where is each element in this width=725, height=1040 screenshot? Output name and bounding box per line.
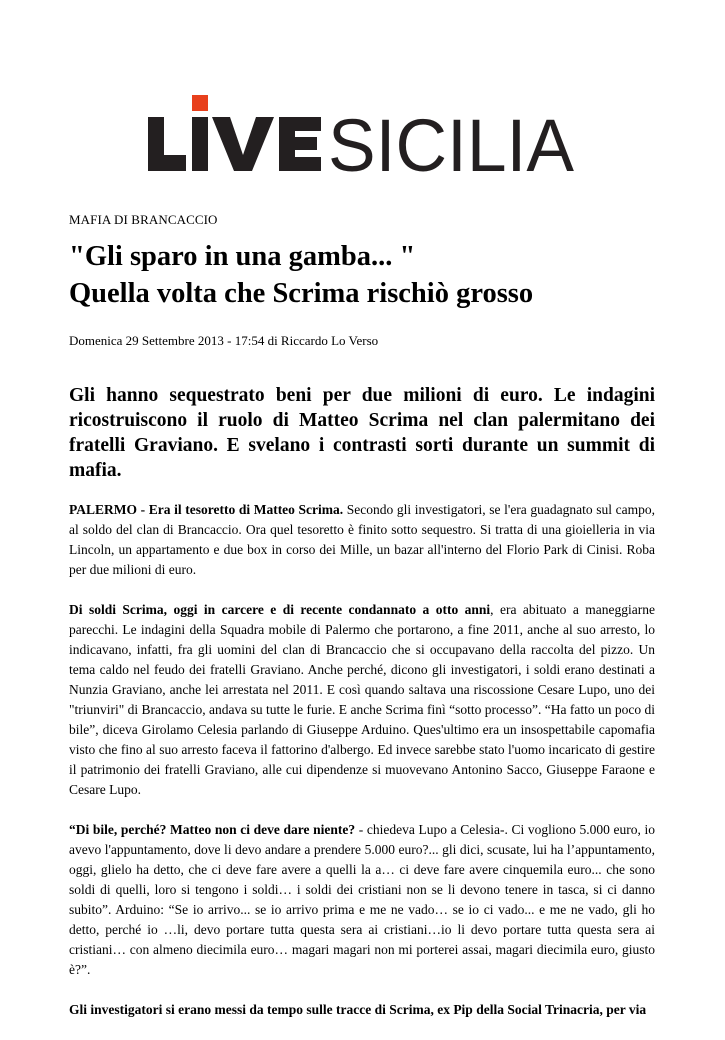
logo-graphic [148,95,576,175]
paragraph-text: Secondo gli investigatori, se l'era guadagnato sul campo, al soldo del clan di Brancaccio. Ora quel tesoretto è finito sotto sequestro. Si tratta di una gioielleria in via Lincoln, un appartamento e due box in corso dei Mille, un bazar all'interno del Florio Park di Cinisi. Roba per due milioni di euro. [69,502,656,577]
paragraph-text: , era abituato a maneggiarne parecchi. Le indagini della Squadra mobile di Palermo che portarono, a fine 2011, anche al suo arresto, lo indicavano, infatti, fra gli uomini del clan di Brancaccio che si occupavano della raccolta del pizzo. Un tema caldo nel feudo dei fratelli Graviano. Anche perché, dicono gli investigatori, i soldi erano destinati a Nunzia Graviano, anche lei arrestata nel 2011. E così quando saltava una riscossione Cesare Lupo, uno dei "triunviri" di Brancaccio, andava su tutte le furie. E anche Scrima finì “sotto processo”. “Ha fatto un poco di bile”, diceva Girolamo Celesia parlando di Giuseppe Arduino. Ques'ultimo era un insospettabile capomafia visto che fino al suo arresto faceva il fattorino d'albergo. Ed invece sarebbe stato l'uomo incaricato di gestire il patrimonio dei fratelli Graviano, alle cui dipendenze si muovevano Antonino Sacco, Giuseppe Faraone e Cesare Lupo. [69,602,655,797]
paragraph-text: - chiedeva Lupo a Celesia-. Ci vogliono 5.000 euro, io avevo l'appuntamento, dove li devo andare a prendere 5.000 euro?... gli dici, scusate, lui ha l’appuntamento, oggi, glielo ha detto, che ci deve fare avere a quelli la a… ci deve fare avere cinquemila euro... che sono soldi di quelli, loro si tengono i soldi… i soldi dei cristiani non se li devono tenere in tasca, si ci danno subito”. Arduino: “Se io arrivo... se io arrivo prima e me ne vado… se io ci vado... e me ne vado, gli ho detto, perché io …li, devo portare tutta questa sera ai cristiani…io li devo portare tutta questa sera ai cristiani… con almeno diecimila euro… magari magari non mi porterei assai, magari diecimila euro, giusto è?”. [69,822,655,977]
headline-line-2: Quella volta che Scrima rischiò grosso [69,278,534,309]
headline-line-1: "Gli sparo in una gamba... " [69,241,416,272]
article-byline: Domenica 29 Settembre 2013 - 17:54 di Riccardo Lo Verso [69,333,379,348]
paragraph-bold-intro: Gli investigatori si erano messi da tempo sulle tracce di Scrima, ex Pip della Social Trinacria, per via [69,1002,647,1017]
paragraph [69,500,655,580]
paragraph [69,820,655,980]
paragraph-bold-intro: “Di bile, perché? Matteo non ci deve dare niente? [69,822,356,837]
article-headline [69,238,669,312]
paragraph [69,1000,655,1020]
paragraph-bold-intro: PALERMO - Era il tesoretto di Matteo Scrima. [69,502,344,517]
article-body [69,500,655,1040]
paragraph [69,600,655,800]
logo-wordmark-sicilia: SICILIA [328,104,575,175]
logo-accent-square [192,95,208,111]
article-lead: Gli hanno sequestrato beni per due milioni di euro. Le indagini ricostruiscono il ruolo di Matteo Scrima nel clan palermitano dei fratelli Graviano. E svelano i contrasti sorti durante un summit di mafia. [69,385,655,481]
livesicilia-logo [148,95,576,175]
paragraph-bold-intro: Di soldi Scrima, oggi in carcere e di recente condannato a otto anni [69,602,491,617]
section-kicker: MAFIA DI BRANCACCIO [69,212,218,227]
